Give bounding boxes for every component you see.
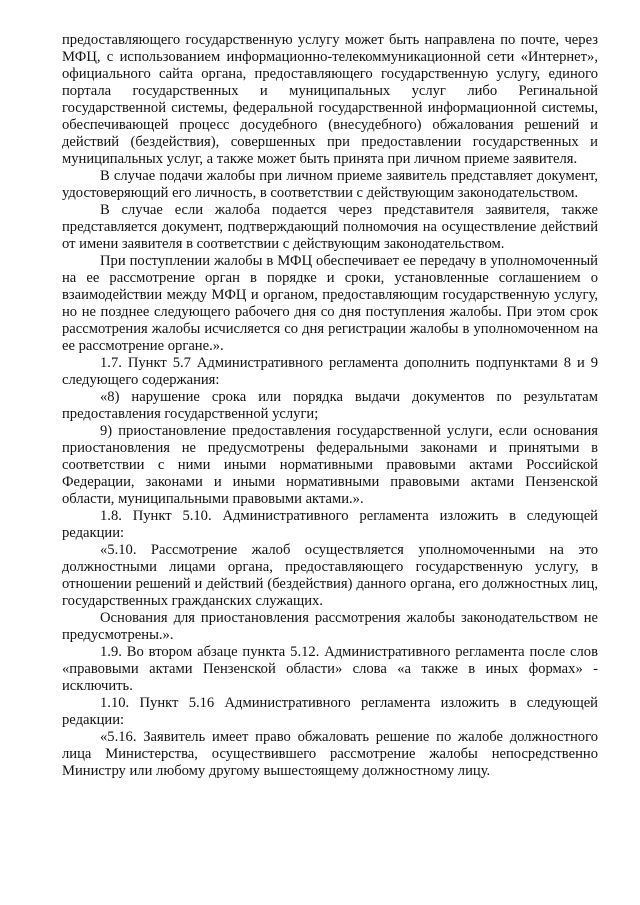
paragraph: «5.16. Заявитель имеет право обжаловать решение по жалобе должностного лица Министерства, осуществившего рассмотрение жалобы непосредственно Министру или любому другому вышестоящему должностному лицу. [62,729,598,779]
paragraph: 1.9. Во втором абзаце пункта 5.12. Административного регламента после слов «правовыми актами Пензенской области» слова «а также в иных формах» - исключить. [62,644,598,694]
paragraph: 1.8. Пункт 5.10. Административного регламента изложить в следующей редакции: [62,508,598,541]
paragraph: При поступлении жалобы в МФЦ обеспечивает ее передачу в уполномоченный на ее рассмотрение орган в порядке и сроки, установленные соглашением о взаимодействии между МФЦ и органом, предоставляющим государственную услугу, но не позднее следующего рабочего дня со дня поступления жалобы. При этом срок рассмотрения жалобы исчисляется со дня регистрации жалобы в уполномоченном на ее рассмотрение органе.». [62,253,598,354]
paragraph: В случае если жалоба подается через представителя заявителя, также представляется документ, подтверждающий полномочия на осуществление действий от имени заявителя в соответствии с действующим законодательством. [62,202,598,252]
paragraph: 9) приостановление предоставления государственной услуги, если основания приостановления не предусмотрены федеральными законами и принятыми в соответствии с ними иными нормативными правовыми актами Российской Федерации, законами и иными нормативными правовыми актами Пензенской области, муниципальными правовыми актами.». [62,423,598,507]
document-page [62,32,598,780]
paragraph: В случае подачи жалобы при личном приеме заявитель представляет документ, удостоверяющий его личность, в соответствии с действующим законодательством. [62,168,598,201]
paragraph: 1.7. Пункт 5.7 Административного регламента дополнить подпунктами 8 и 9 следующего содержания: [62,355,598,388]
paragraph: «5.10. Рассмотрение жалоб осуществляется уполномоченными на это должностными лицами органа, предоставляющего государственную услугу, в отношении решений и действий (бездействия) данного органа, его должностных лиц, государственных гражданских служащих. [62,542,598,609]
paragraph: Основания для приостановления рассмотрения жалобы законодательством не предусмотрены.». [62,610,598,643]
paragraph: «8) нарушение срока или порядка выдачи документов по результатам предоставления государственной услуги; [62,389,598,422]
paragraph: предоставляющего государственную услугу может быть направлена по почте, через МФЦ, с использованием информационно-телекоммуникационной сети «Интернет», официального сайта органа, предоставляющего государственную услугу, единого портала государственных и муниципальных услуг либо Регинальной государственной системы, федеральной государственной информационной системы, обеспечивающей процесс досудебного (внесудебного) обжалования решений и действий (бездействия), совершенных при предоставлении государственных и муниципальных услуг, а также может быть принята при личном приеме заявителя. [62,32,598,167]
paragraph: 1.10. Пункт 5.16 Административного регламента изложить в следующей редакции: [62,695,598,728]
